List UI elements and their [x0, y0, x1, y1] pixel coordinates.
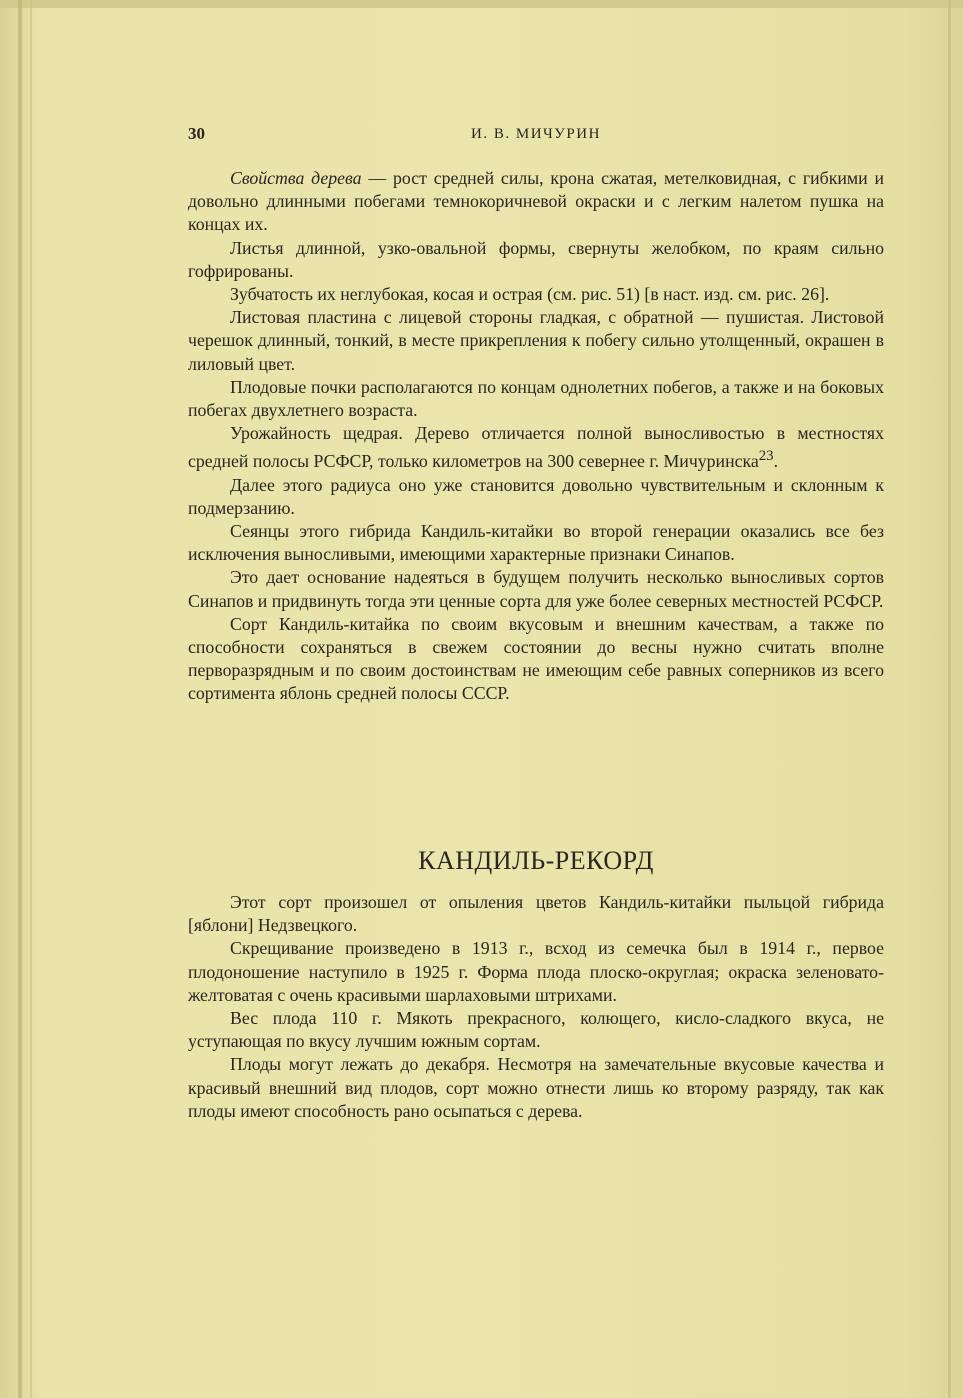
- running-title: И. В. МИЧУРИН: [471, 126, 601, 142]
- paragraph-serration: Зубчатость их неглубокая, косая и острая (см. рис. 51) [в наст. изд. см. рис. 26].: [230, 284, 830, 305]
- paragraph-leaves: Листья длинной, узко-овальной формы, свернуты желобком, по краям сильно гофрированы.: [188, 237, 884, 281]
- section-heading: КАНДИЛЬ-РЕКОРД: [418, 846, 654, 875]
- page-right-edge: [948, 0, 951, 1398]
- paragraph-yield: [188, 422, 884, 473]
- text-block-intro: [188, 167, 884, 706]
- paragraph-crossing: Скрещивание произведено в 1913 г., всход из семечка был в 1914 г., первое плодоношение наступило в 1925 г. Форма плода плоско-округлая; окраска зеленовато-желтоватая с очень красивыми шарлаховыми штрихами.: [188, 938, 884, 1005]
- paragraph-seedlings: Сеянцы этого гибрида Кандиль-китайки во второй генерации оказались все без исключения выносливыми, имеющими характерные признаки Синапов.: [188, 520, 884, 565]
- paragraph-text: Урожайность щедрая. Дерево отличается полной выносливостью в местностях средней полосы РСФСР, только километров на 300 севернее г. Мичуринска: [188, 423, 884, 472]
- paragraph-storage: Плоды могут лежать до декабря. Несмотря на замечательные вкусовые качества и красивый внешний вид плодов, сорт можно отнести лишь ко второму разряду, так как плоды имеют способность рано осыпаться с дерева.: [188, 1054, 884, 1121]
- paragraph-fruit-buds: Плодовые почки располагаются по концам однолетних побегов, а также и на боковых побегах двухлетнего возраста.: [188, 376, 884, 421]
- page-left-edge-inner: [30, 0, 32, 1398]
- paragraph-lead-italic: Свойства дерева: [230, 168, 362, 188]
- paragraph-origin: Этот сорт произошел от опыления цветов Кандиль-китайки пыльцой гибрида [яблони] Недзвецкого.: [188, 892, 884, 936]
- paragraph-text-end: .: [773, 451, 779, 472]
- paragraph-variety-quality: Сорт Кандиль-китайка по своим вкусовым и внешним качествам, а также по способности сохраняться в свежем состоянии до весны нужно считать вполне перворазрядным и по своим достоинствам не имеющим себе равных соперников из всего сортимента яблонь средней полосы СССР.: [188, 613, 884, 704]
- paragraph-leaf-blade: Листовая пластина с лицевой стороны гладкая, с обратной — пушистая. Листовой черешок длинный, тонкий, в месте прикрепления к побегу сильно утолщенный, окрашен в лиловый цвет.: [188, 307, 884, 374]
- paragraph-tree-properties: [188, 167, 884, 237]
- page-top-edge: [0, 0, 963, 8]
- text-block-record: [188, 891, 884, 1123]
- page-number: 30: [188, 124, 205, 143]
- paragraph-fruit-weight: Вес плода 110 г. Мякоть прекрасного, колющего, кисло-сладкого вкуса, не уступающая по вкусу лучшим южным сортам.: [188, 1008, 884, 1052]
- page-left-edge: [18, 0, 22, 1398]
- page-header: [188, 124, 884, 148]
- footnote-marker: 23: [758, 448, 774, 465]
- paragraph-text: — рост средней силы, крона сжатая, метелковидная, с гибкими и довольно длинными побегами темнокоричневой окраски и с легким налетом пушка на концах их.: [188, 168, 884, 235]
- paragraph-hope: Это дает основание надеяться в будущем получить несколько выносливых сортов Синапов и придвинуть тогда эти ценные сорта для уже более северных местностей РСФСР.: [188, 567, 884, 611]
- paragraph-radius: Далее этого радиуса оно уже становится довольно чувствительным и склонным к подмерзанию.: [188, 474, 884, 518]
